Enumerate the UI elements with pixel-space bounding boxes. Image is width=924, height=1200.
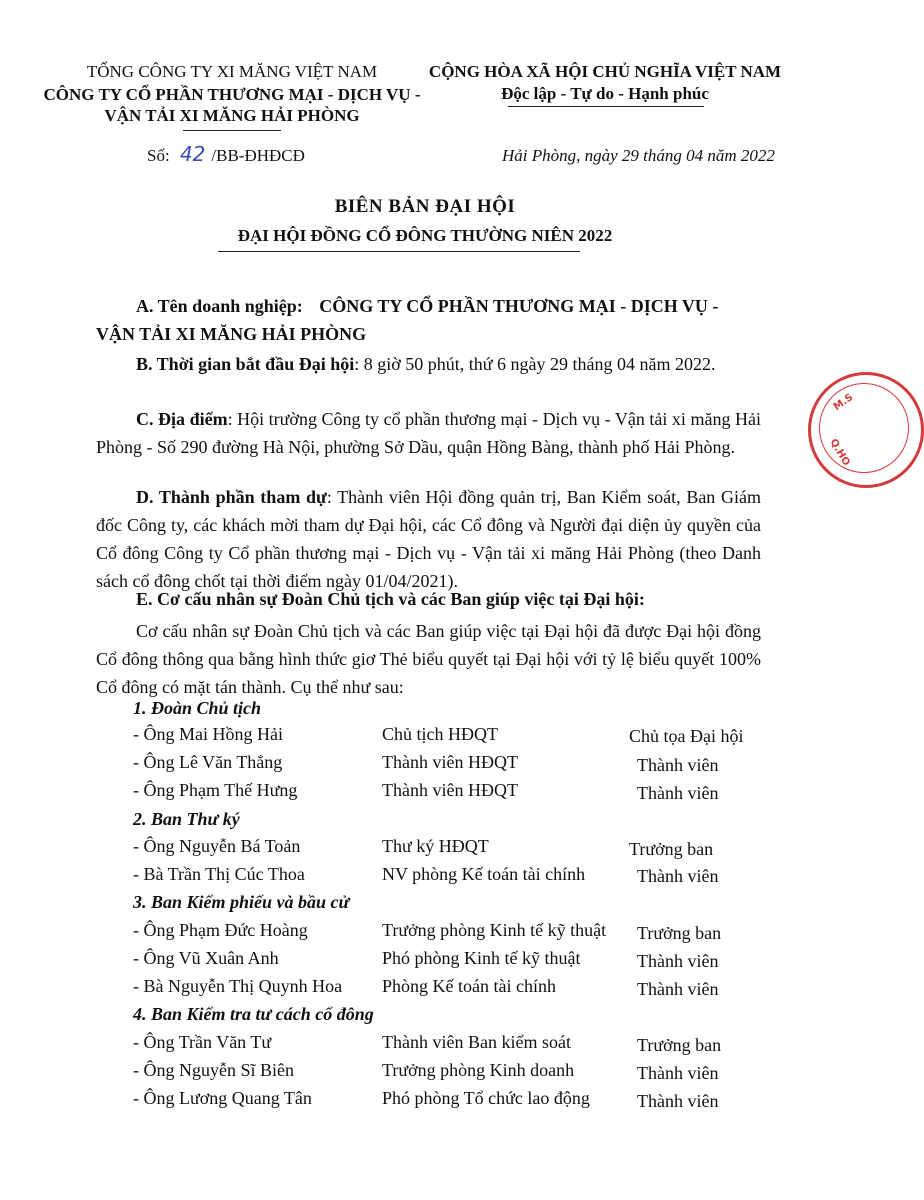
member-position: Phó phòng Kinh tế kỹ thuật xyxy=(382,948,581,968)
member-position: Thư ký HĐQT xyxy=(382,836,489,856)
member-role: Thành viên xyxy=(637,1063,719,1083)
member-position: Chủ tịch HĐQT xyxy=(382,724,498,744)
doc-no-suffix: /BB-ĐHĐCĐ xyxy=(211,146,305,165)
member-position: Trưởng phòng Kinh doanh xyxy=(382,1060,575,1080)
section-b-label: B. Thời gian bắt đầu Đại hội xyxy=(136,354,355,374)
member-role: Thành viên xyxy=(637,951,719,971)
member-name: - Ông Phạm Thế Hưng xyxy=(133,780,298,800)
member-position: Thành viên HĐQT xyxy=(382,780,518,800)
member-role: Thành viên xyxy=(637,979,719,999)
section-e-text: Cơ cấu nhân sự Đoàn Chủ tịch và các Ban giúp việc tại Đại hội đã được Đại hội đồng Cổ đông thông qua bằng hình thức giơ Thẻ biểu quyết tại Đại hội với tỷ lệ biểu quyết 100% Cổ đông có mặt tán thành. Cụ thể như sau: xyxy=(96,621,761,697)
company-name-line2: VẬN TẢI XI MĂNG HẢI PHÒNG xyxy=(104,106,360,125)
member-name: - Ông Lê Văn Thắng xyxy=(133,752,283,772)
member-name: - Ông Nguyễn Sĩ Biên xyxy=(133,1060,294,1080)
member-name: - Ông Phạm Đức Hoàng xyxy=(133,920,308,940)
member-name: - Ông Mai Hồng Hải xyxy=(133,724,283,744)
parent-company-name: TỔNG CÔNG TY XI MĂNG VIỆT NAM xyxy=(86,62,378,81)
section-a-value-line2: VẬN TẢI XI MĂNG HẢI PHÒNG xyxy=(96,324,367,344)
title-rule xyxy=(218,251,580,252)
document-number xyxy=(147,142,305,166)
group-title: 1. Đoàn Chủ tịch xyxy=(133,698,262,718)
member-position: Phó phòng Tổ chức lao động xyxy=(382,1088,590,1108)
group-title: 2. Ban Thư ký xyxy=(133,809,240,829)
national-title: CỘNG HÒA XÃ HỘI CHỦ NGHĨA VIỆT NAM xyxy=(428,62,782,81)
section-c-label: C. Địa điểm xyxy=(136,409,228,429)
section-a xyxy=(136,296,718,317)
document-title: BIÊN BẢN ĐẠI HỘI xyxy=(334,196,516,217)
document-date: Hải Phòng, ngày 29 tháng 04 năm 2022 xyxy=(502,146,775,165)
section-a-value-line1: CÔNG TY CỔ PHẦN THƯƠNG MẠI - DỊCH VỤ - xyxy=(319,296,719,316)
right-header-rule xyxy=(508,106,704,107)
member-name: - Ông Lương Quang Tân xyxy=(133,1088,312,1108)
member-position: Phòng Kế toán tài chính xyxy=(382,976,556,996)
doc-no-label: Số: xyxy=(147,146,170,165)
document-subtitle: ĐẠI HỘI ĐỒNG CỔ ĐÔNG THƯỜNG NIÊN 2022 xyxy=(237,226,613,245)
member-name: - Bà Nguyễn Thị Quynh Hoa xyxy=(133,976,343,996)
company-name-line1: CÔNG TY CỔ PHẦN THƯƠNG MẠI - DỊCH VỤ - xyxy=(43,85,421,104)
left-header-rule xyxy=(183,130,281,131)
stamp-text-2: Q.HO xyxy=(827,437,852,468)
section-d xyxy=(96,483,761,595)
member-position: Thành viên HĐQT xyxy=(382,752,518,772)
section-a-label: A. Tên doanh nghiệp: xyxy=(136,296,303,316)
member-name: - Ông Vũ Xuân Anh xyxy=(133,948,279,968)
member-role: Thành viên xyxy=(637,755,719,775)
member-role: Trưởng ban xyxy=(629,839,714,859)
member-name: - Ông Trần Văn Tư xyxy=(133,1032,272,1052)
national-motto: Độc lập - Tự do - Hạnh phúc xyxy=(501,84,709,103)
member-role: Trưởng ban xyxy=(637,1035,722,1055)
doc-no-handwritten: 42 xyxy=(179,142,206,166)
section-d-label: D. Thành phần tham dự xyxy=(136,487,327,507)
section-e-label: E. Cơ cấu nhân sự Đoàn Chủ tịch và các Ban giúp việc tại Đại hội: xyxy=(136,589,645,609)
member-role: Thành viên xyxy=(637,866,719,886)
section-c xyxy=(96,405,761,461)
member-position: Trưởng phòng Kinh tế kỹ thuật xyxy=(382,920,607,940)
member-position: NV phòng Kế toán tài chính xyxy=(382,864,586,884)
group-title: 4. Ban Kiểm tra tư cách cổ đông xyxy=(133,1004,374,1024)
member-role: Thành viên xyxy=(637,1091,719,1111)
company-stamp-clip xyxy=(800,360,856,500)
member-position: Thành viên Ban kiểm soát xyxy=(382,1032,571,1052)
section-c-text: : Hội trường Công ty cổ phần thương mại - Dịch vụ - Vận tải xi măng Hải Phòng - Số 290 đường Hà Nội, phường Sở Dầu, quận Hồng Bàng, thành phố Hải Phòng. xyxy=(96,409,761,457)
member-name: - Bà Trần Thị Cúc Thoa xyxy=(133,864,305,884)
member-name: - Ông Nguyễn Bá Toản xyxy=(133,836,301,856)
member-role: Trưởng ban xyxy=(637,923,722,943)
stamp-text-1: M.S xyxy=(831,391,856,414)
section-e-text-block xyxy=(96,617,761,701)
section-d-text: : Thành viên Hội đồng quản trị, Ban Kiểm soát, Ban Giám đốc Công ty, các khách mời tham dự Đại hội, các Cổ đông và Người đại diện ủy quyền của Cổ đông Công ty Cổ phần thương mại - Dịch vụ - Vận tải xi măng Hải Phòng (theo Danh sách cổ đông chốt tại thời điểm ngày 01/04/2021). xyxy=(96,487,761,591)
company-stamp xyxy=(808,372,924,488)
member-role: Chủ tọa Đại hội xyxy=(629,726,744,746)
member-role: Thành viên xyxy=(637,783,719,803)
section-b-text: : 8 giờ 50 phút, thứ 6 ngày 29 tháng 04 năm 2022. xyxy=(354,354,716,374)
section-b xyxy=(96,350,761,378)
group-title: 3. Ban Kiểm phiếu và bầu cử xyxy=(133,892,350,912)
